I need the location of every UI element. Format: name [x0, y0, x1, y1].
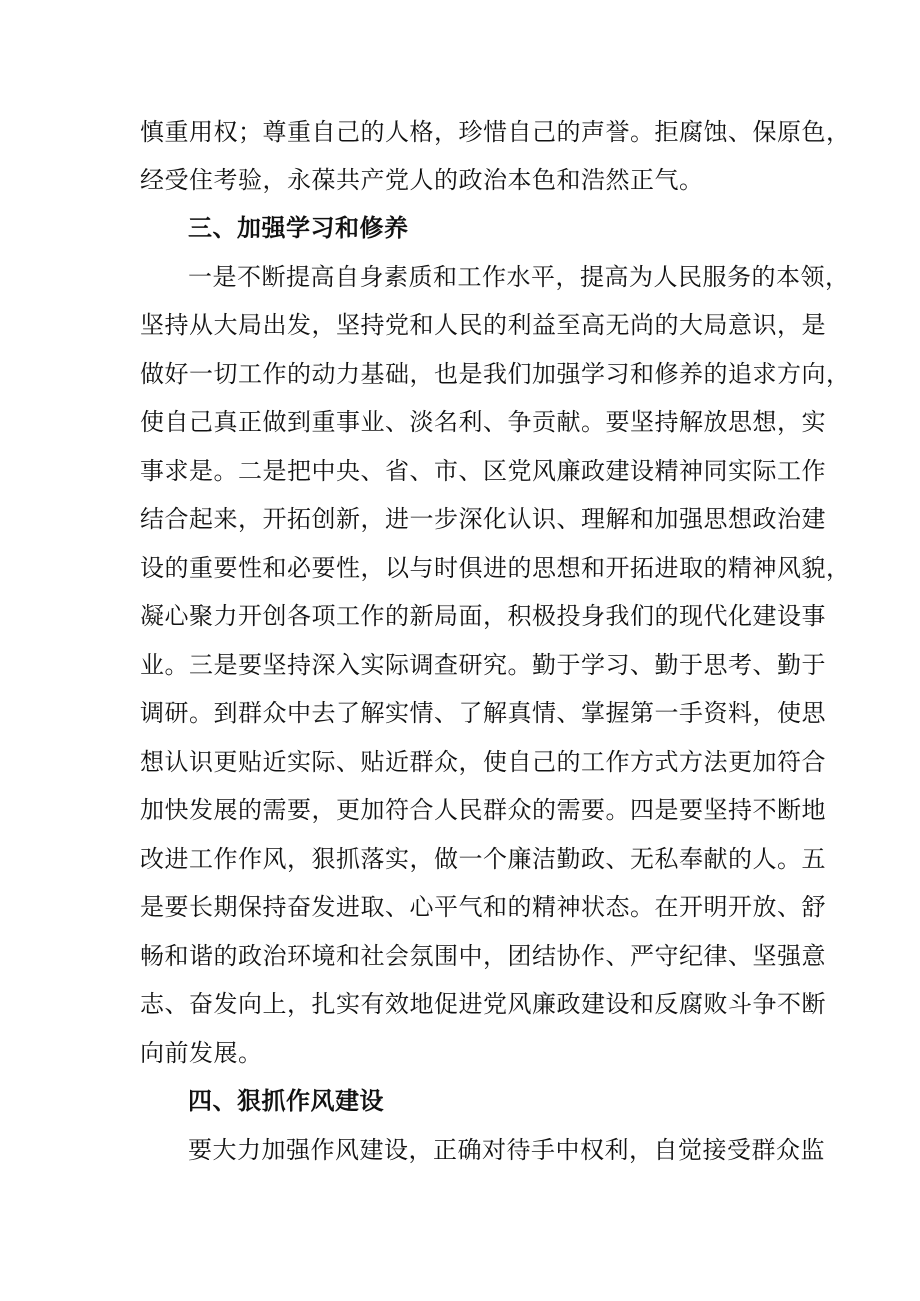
paragraph-line: 向前发展。 — [140, 1039, 263, 1067]
paragraph-line: 事求是。二是把中央、省、市、区党风廉政建设精神同实际工作 — [140, 457, 826, 485]
paragraph-line: 业。三是要坚持深入实际调查研究。勤于学习、勤于思考、勤于 — [140, 651, 826, 679]
paragraph-line: 是要长期保持奋发进取、心平气和的精神状态。在开明开放、舒 — [140, 893, 826, 921]
paragraph-line: 经受住考验，永葆共产党人的政治本色和浩然正气。 — [140, 166, 704, 194]
section-heading: 四、狠抓作风建设 — [188, 1086, 384, 1115]
paragraph-line: 做好一切工作的动力基础，也是我们加强学习和修养的追求方向， — [140, 360, 851, 388]
paragraph-line: 结合起来，开拓创新，进一步深化认识、理解和加强思想政治建 — [140, 505, 826, 533]
paragraph-line: 一是不断提高自身素质和工作水平，提高为人民服务的本领， — [188, 263, 850, 291]
paragraph-line: 坚持从大局出发，坚持党和人民的利益至高无尚的大局意识，是 — [140, 311, 826, 339]
paragraph-line: 设的重要性和必要性，以与时俱进的思想和开拓进取的精神风貌， — [140, 554, 851, 582]
paragraph-line: 加快发展的需要，更加符合人民群众的需要。四是要坚持不断地 — [140, 796, 826, 824]
paragraph-line: 使自己真正做到重事业、淡名利、争贡献。要坚持解放思想，实 — [140, 408, 826, 436]
paragraph-line: 改进工作作风，狠抓落实，做一个廉洁勤政、无私奉献的人。五 — [140, 845, 826, 873]
paragraph-line: 志、奋发向上，扎实有效地促进党风廉政建设和反腐败斗争不断 — [140, 990, 826, 1018]
section-heading: 三、加强学习和修养 — [188, 213, 409, 242]
paragraph-line: 慎重用权；尊重自己的人格，珍惜自己的声誉。拒腐蚀、保原色， — [140, 118, 851, 146]
paragraph-line: 调研。到群众中去了解实情、了解真情、掌握第一手资料，使思 — [140, 699, 826, 727]
paragraph-line: 要大力加强作风建设，正确对待手中权利，自觉接受群众监 — [188, 1136, 825, 1164]
paragraph-line: 凝心聚力开创各项工作的新局面，积极投身我们的现代化建设事 — [140, 602, 826, 630]
paragraph-line: 想认识更贴近实际、贴近群众，使自己的工作方式方法更加符合 — [140, 748, 826, 776]
paragraph-line: 畅和谐的政治环境和社会氛围中，团结协作、严守纪律、坚强意 — [140, 942, 826, 970]
